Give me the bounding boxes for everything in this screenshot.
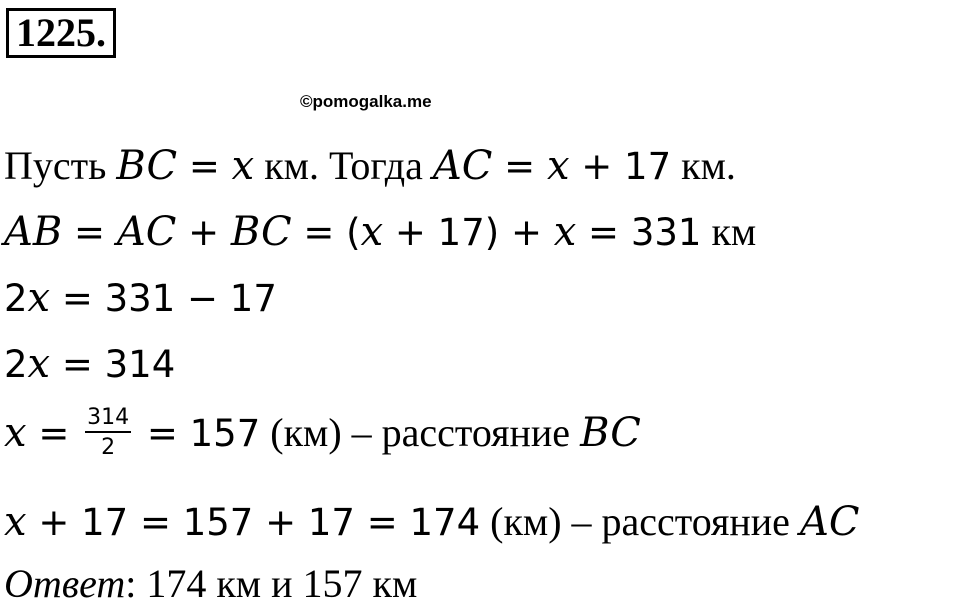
math-number: 17 — [307, 501, 355, 544]
text-fragment: (км) – расстояние — [260, 410, 581, 455]
fraction-denominator: 2 — [101, 435, 116, 461]
watermark: ©pomogalka.me — [300, 92, 432, 111]
math-operator: + — [569, 145, 625, 188]
fraction-numerator: 314 — [85, 405, 131, 433]
math-number: 17 — [624, 145, 672, 188]
math-operator: = — [128, 501, 183, 544]
task-number: 1225. — [16, 10, 106, 55]
solution-line-4 — [4, 341, 176, 387]
answer-label: Ответ — [4, 561, 126, 606]
solution-line-3 — [4, 275, 277, 321]
math-variable: BC — [230, 209, 292, 255]
math-operator: = — [492, 145, 547, 188]
math-number: 314 — [104, 343, 176, 386]
text-fragment: Пусть — [4, 143, 117, 188]
math-operator: = — [354, 501, 410, 544]
math-number: 157 — [189, 412, 261, 455]
math-operator: = — [177, 145, 232, 188]
math-operator: + — [383, 211, 438, 254]
math-variable: x — [231, 143, 255, 189]
math-operator: = — [26, 412, 82, 455]
math-number: 17 — [229, 277, 277, 320]
answer-line — [4, 561, 418, 606]
math-number: 331 — [104, 277, 176, 320]
math-variable: BC — [580, 410, 641, 456]
math-variable: x — [27, 341, 51, 387]
math-variable: x — [553, 209, 577, 255]
fraction — [85, 405, 131, 461]
math-number: 331 — [630, 211, 702, 254]
math-operator: − — [175, 277, 230, 320]
text-fragment: км. Тогда — [254, 143, 433, 188]
text-fragment: км — [701, 209, 757, 254]
math-number: 174 — [409, 501, 481, 544]
math-variable: AC — [799, 499, 860, 545]
math-number: 17 — [437, 211, 485, 254]
math-operator: = ( — [291, 211, 361, 254]
math-variable: x — [27, 275, 51, 321]
math-variable: AC — [116, 209, 177, 255]
solution-line-2 — [4, 209, 757, 255]
math-variable: x — [4, 499, 27, 545]
math-operator: = — [135, 412, 190, 455]
math-number: 2 — [4, 343, 28, 386]
text-fragment: км. — [671, 143, 736, 188]
solution-line-5 — [4, 406, 641, 466]
math-number: 157 — [182, 501, 254, 544]
math-operator: + — [26, 501, 82, 544]
math-number: 2 — [4, 277, 28, 320]
solution-line-1 — [4, 143, 736, 189]
math-variable: AB — [4, 209, 63, 255]
task-number-box — [6, 8, 116, 58]
math-number: 17 — [81, 501, 129, 544]
math-operator: = — [62, 211, 117, 254]
math-operator: = — [576, 211, 631, 254]
math-operator: + — [176, 211, 231, 254]
math-operator: + — [253, 501, 308, 544]
math-variable: x — [546, 143, 570, 189]
math-operator: = — [50, 343, 105, 386]
math-variable: x — [4, 410, 27, 456]
math-variable: x — [360, 209, 384, 255]
answer-text: : 174 км и 157 км — [125, 561, 418, 606]
solution-line-6 — [4, 499, 860, 545]
math-operator: = — [50, 277, 105, 320]
math-variable: AC — [432, 143, 493, 189]
text-fragment: (км) – расстояние — [480, 499, 800, 544]
math-variable: BC — [116, 143, 178, 189]
math-operator: ) + — [484, 211, 554, 254]
